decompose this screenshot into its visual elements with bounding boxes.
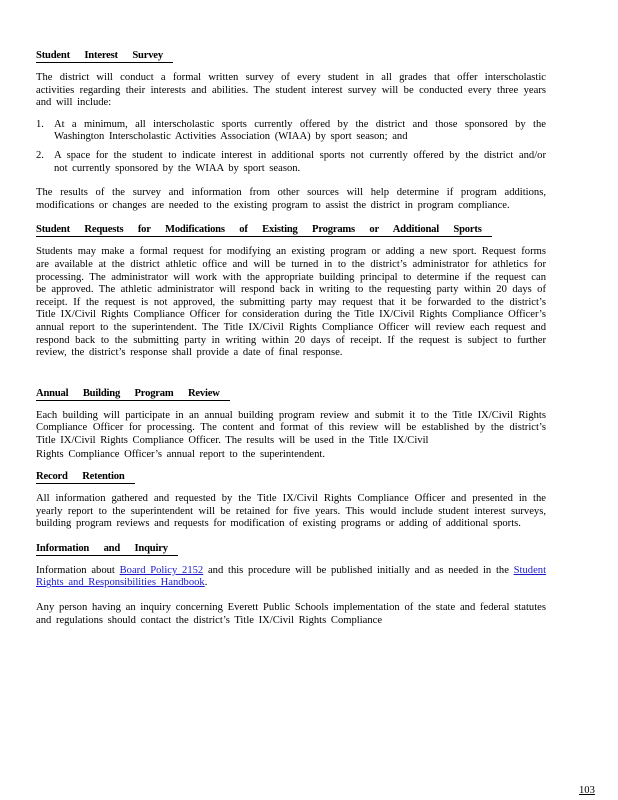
heading-student-requests: Student Requests for Modifications of Existing Programs or Additional Sports — [36, 224, 492, 237]
board-policy-link[interactable]: Board Policy 2152 — [119, 564, 204, 576]
list-item — [36, 119, 546, 144]
document-page — [36, 50, 546, 627]
section-annual-review — [36, 388, 546, 462]
page-number: 103 — [579, 785, 595, 796]
heading-record-retention: Record Retention — [36, 471, 135, 484]
handbook-link[interactable]: Student Rights and Responsibilities Handbook — [36, 564, 547, 589]
paragraph-survey-intro: The district will conduct a formal written survey of every student in all grades that offer interscholastic activities regarding their interests and abilities. The student interest survey will be conducted every three years and will include: — [36, 72, 546, 109]
paragraph-review-continued: Rights Compliance Officer’s annual report to the superintendent. — [36, 449, 325, 461]
list-item-text: At a minimum, all interscholastic sports currently offered by the district and those sponsored by the Washington Interscholastic Activities Association (WIAA) by sport season; and — [54, 118, 546, 143]
info-text-post: . — [204, 577, 208, 589]
paragraph-requests: Students may make a formal request for modifying an existing program or adding a new sport. Request forms are available at the district athletic office and will be turned in to the district’s administrator for athletics for processing. The administrator will work with the appropriate building principal to determine if the request can be approved. The athletic administrator will respond back in writing to the requesting party within 20 days of receipt. If the request is not approved, the submitting party may request that it be forwarded to the district’s Title IX/Civil Rights Compliance Officer for consideration during the Title IX/Civil Rights Compliance Officer’s annual report to the superintendent. The Title IX/Civil Rights Compliance Officer will review each request and respond back to the submitting party in writing within 20 days of receipt. If the request is subject to further review, the district’s response shall provide a date of final response. — [36, 246, 546, 359]
heading-student-interest-survey: Student Interest Survey — [36, 50, 173, 63]
heading-information-inquiry: Information and Inquiry — [36, 543, 178, 556]
list-item — [36, 150, 546, 175]
paragraph-review: Each building will participate in an annual building program review and submit it to the Title IX/Civil Rights Compliance Officer for processing. The content and format of this review will be established by the district’s Title IX/Civil Rights Compliance Officer. The results will be used in the Title IX/Civil — [36, 409, 546, 446]
list-number: 1. — [36, 118, 44, 130]
paragraph-retention: All information gathered and requested by the Title IX/Civil Rights Compliance Officer and presented in the yearly report to the superintendent will be retained for five years. This would include student interest surveys, building program reviews and requests for modification of existing programs or adding of additional sports. — [36, 493, 546, 530]
survey-list — [36, 119, 546, 175]
paragraph-survey-results: The results of the survey and information from other sources will help determine if program additions, modifications or changes are needed to the existing program to assist the district in program compliance. — [36, 187, 546, 211]
heading-annual-review: Annual Building Program Review — [36, 388, 230, 401]
paragraph-information — [36, 565, 546, 590]
section-student-requests — [36, 224, 546, 359]
info-text-mid: and this procedure will be published initially and as needed in the — [203, 564, 514, 576]
section-record-retention — [36, 471, 546, 531]
list-number: 2. — [36, 149, 44, 161]
section-student-interest-survey — [36, 50, 546, 212]
list-item-text: A space for the student to indicate interest in additional sports not currently offered by the district and/or not currently sponsored by the WIAA by sport season. — [54, 149, 546, 174]
paragraph-inquiry: Any person having an inquiry concerning Everett Public Schools implementation of the state and federal statutes and regulations should contact the district’s Title IX/Civil Rights Compliance — [36, 602, 546, 626]
info-text-pre: Information about — [36, 564, 120, 576]
section-information-inquiry — [36, 543, 546, 627]
